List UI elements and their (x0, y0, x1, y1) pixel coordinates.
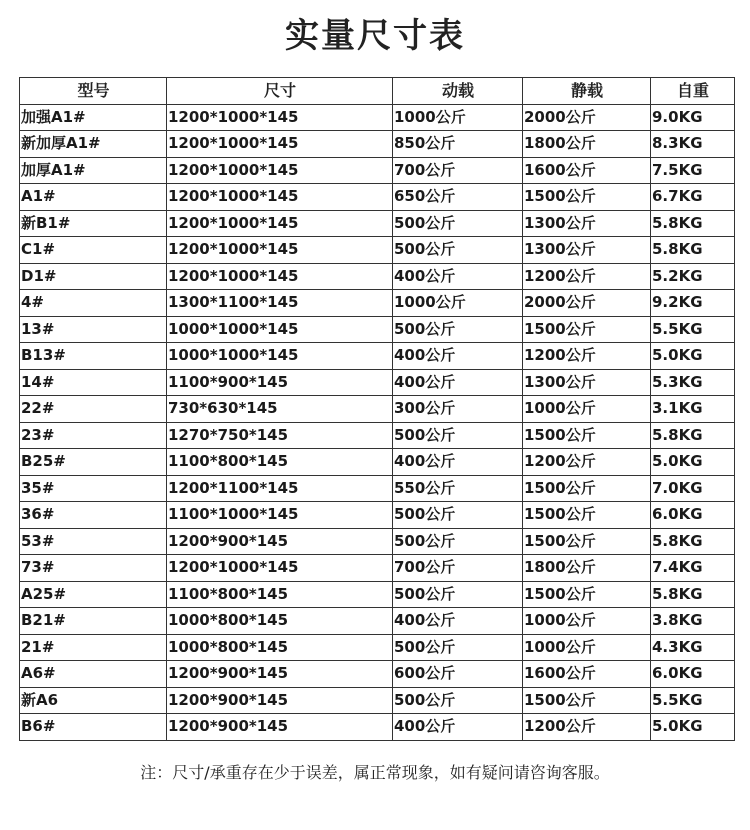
cell-size: 1200*900*145 (167, 714, 393, 741)
cell-model: 4# (20, 290, 167, 317)
footnote: 注：尺寸/承重存在少于误差，属正常现象，如有疑问请咨询客服。 (140, 763, 610, 782)
cell-static-load: 1200公斤 (523, 343, 651, 370)
cell-dynamic-load: 500公斤 (393, 687, 523, 714)
table-row (20, 422, 735, 449)
cell-model: B25# (20, 449, 167, 476)
table-row (20, 449, 735, 476)
table-row (20, 131, 735, 158)
cell-static-load: 1600公斤 (523, 661, 651, 688)
cell-dynamic-load: 500公斤 (393, 634, 523, 661)
cell-weight: 4.3KG (651, 634, 735, 661)
cell-model: A6# (20, 661, 167, 688)
cell-model: 73# (20, 555, 167, 582)
cell-size: 1200*1000*145 (167, 237, 393, 264)
cell-static-load: 1300公斤 (523, 369, 651, 396)
cell-weight: 7.5KG (651, 157, 735, 184)
table-header-row (20, 78, 735, 105)
cell-size: 1200*900*145 (167, 528, 393, 555)
cell-weight: 5.8KG (651, 210, 735, 237)
spec-table (19, 77, 735, 741)
cell-size: 1000*800*145 (167, 634, 393, 661)
table-row (20, 528, 735, 555)
cell-weight: 5.8KG (651, 528, 735, 555)
cell-size: 1200*1000*145 (167, 131, 393, 158)
cell-model: A25# (20, 581, 167, 608)
cell-static-load: 1500公斤 (523, 528, 651, 555)
cell-size: 1000*800*145 (167, 608, 393, 635)
cell-static-load: 1500公斤 (523, 316, 651, 343)
cell-weight: 5.3KG (651, 369, 735, 396)
cell-size: 1100*1000*145 (167, 502, 393, 529)
cell-dynamic-load: 400公斤 (393, 714, 523, 741)
cell-static-load: 1500公斤 (523, 422, 651, 449)
page-title: 实量尺寸表 (285, 16, 465, 56)
cell-size: 1200*1000*145 (167, 157, 393, 184)
table-row (20, 687, 735, 714)
cell-dynamic-load: 400公斤 (393, 343, 523, 370)
cell-weight: 5.8KG (651, 237, 735, 264)
table-row (20, 475, 735, 502)
cell-dynamic-load: 500公斤 (393, 237, 523, 264)
cell-static-load: 1000公斤 (523, 608, 651, 635)
cell-dynamic-load: 700公斤 (393, 555, 523, 582)
table-row (20, 210, 735, 237)
cell-size: 1100*800*145 (167, 581, 393, 608)
cell-static-load: 1500公斤 (523, 581, 651, 608)
cell-model: 新A6 (20, 687, 167, 714)
cell-model: 新B1# (20, 210, 167, 237)
cell-weight: 3.8KG (651, 608, 735, 635)
cell-model: D1# (20, 263, 167, 290)
cell-static-load: 1300公斤 (523, 210, 651, 237)
cell-dynamic-load: 400公斤 (393, 263, 523, 290)
cell-size: 730*630*145 (167, 396, 393, 423)
header-weight: 自重 (651, 78, 735, 105)
cell-size: 1270*750*145 (167, 422, 393, 449)
cell-static-load: 1500公斤 (523, 475, 651, 502)
cell-weight: 9.2KG (651, 290, 735, 317)
table-row (20, 263, 735, 290)
cell-dynamic-load: 600公斤 (393, 661, 523, 688)
table-row (20, 714, 735, 741)
table-row (20, 369, 735, 396)
cell-dynamic-load: 500公斤 (393, 316, 523, 343)
table-row (20, 634, 735, 661)
cell-dynamic-load: 500公斤 (393, 210, 523, 237)
cell-static-load: 1200公斤 (523, 263, 651, 290)
cell-dynamic-load: 400公斤 (393, 608, 523, 635)
cell-weight: 5.2KG (651, 263, 735, 290)
table-row (20, 290, 735, 317)
cell-dynamic-load: 550公斤 (393, 475, 523, 502)
cell-size: 1000*1000*145 (167, 316, 393, 343)
cell-dynamic-load: 650公斤 (393, 184, 523, 211)
cell-static-load: 1500公斤 (523, 502, 651, 529)
header-static-load: 静载 (523, 78, 651, 105)
cell-dynamic-load: 500公斤 (393, 581, 523, 608)
cell-static-load: 2000公斤 (523, 104, 651, 131)
cell-weight: 6.0KG (651, 661, 735, 688)
cell-model: 23# (20, 422, 167, 449)
table-row (20, 502, 735, 529)
cell-size: 1200*1000*145 (167, 555, 393, 582)
cell-dynamic-load: 850公斤 (393, 131, 523, 158)
cell-static-load: 1500公斤 (523, 687, 651, 714)
header-model: 型号 (20, 78, 167, 105)
cell-dynamic-load: 500公斤 (393, 422, 523, 449)
cell-static-load: 1000公斤 (523, 634, 651, 661)
cell-size: 1200*900*145 (167, 687, 393, 714)
cell-static-load: 1200公斤 (523, 714, 651, 741)
cell-weight: 5.8KG (651, 422, 735, 449)
cell-weight: 8.3KG (651, 131, 735, 158)
cell-static-load: 1800公斤 (523, 131, 651, 158)
cell-model: 加厚A1# (20, 157, 167, 184)
cell-dynamic-load: 1000公斤 (393, 104, 523, 131)
cell-size: 1200*900*145 (167, 661, 393, 688)
cell-size: 1000*1000*145 (167, 343, 393, 370)
table-row (20, 555, 735, 582)
cell-size: 1200*1000*145 (167, 210, 393, 237)
cell-dynamic-load: 400公斤 (393, 369, 523, 396)
cell-static-load: 1300公斤 (523, 237, 651, 264)
table-row (20, 343, 735, 370)
cell-static-load: 1600公斤 (523, 157, 651, 184)
table-row (20, 608, 735, 635)
cell-dynamic-load: 500公斤 (393, 528, 523, 555)
cell-model: 35# (20, 475, 167, 502)
table-row (20, 396, 735, 423)
cell-model: A1# (20, 184, 167, 211)
cell-dynamic-load: 400公斤 (393, 449, 523, 476)
cell-model: 13# (20, 316, 167, 343)
cell-size: 1200*1100*145 (167, 475, 393, 502)
cell-weight: 5.8KG (651, 581, 735, 608)
cell-static-load: 2000公斤 (523, 290, 651, 317)
cell-static-load: 1500公斤 (523, 184, 651, 211)
cell-model: B13# (20, 343, 167, 370)
table-body (20, 104, 735, 740)
cell-weight: 9.0KG (651, 104, 735, 131)
table-row (20, 661, 735, 688)
table-row (20, 581, 735, 608)
table-row (20, 157, 735, 184)
cell-weight: 7.0KG (651, 475, 735, 502)
cell-model: 14# (20, 369, 167, 396)
header-dynamic-load: 动载 (393, 78, 523, 105)
cell-weight: 5.5KG (651, 316, 735, 343)
cell-model: 21# (20, 634, 167, 661)
cell-model: 22# (20, 396, 167, 423)
cell-weight: 5.5KG (651, 687, 735, 714)
cell-model: 53# (20, 528, 167, 555)
cell-size: 1200*1000*145 (167, 104, 393, 131)
cell-static-load: 1000公斤 (523, 396, 651, 423)
cell-model: C1# (20, 237, 167, 264)
cell-static-load: 1800公斤 (523, 555, 651, 582)
table-row (20, 104, 735, 131)
cell-size: 1300*1100*145 (167, 290, 393, 317)
table-row (20, 237, 735, 264)
cell-model: 新加厚A1# (20, 131, 167, 158)
cell-static-load: 1200公斤 (523, 449, 651, 476)
cell-size: 1200*1000*145 (167, 184, 393, 211)
cell-model: 加强A1# (20, 104, 167, 131)
cell-dynamic-load: 700公斤 (393, 157, 523, 184)
table-row (20, 316, 735, 343)
cell-dynamic-load: 500公斤 (393, 502, 523, 529)
cell-model: B6# (20, 714, 167, 741)
cell-weight: 6.7KG (651, 184, 735, 211)
cell-weight: 3.1KG (651, 396, 735, 423)
cell-model: 36# (20, 502, 167, 529)
cell-size: 1100*800*145 (167, 449, 393, 476)
cell-weight: 5.0KG (651, 343, 735, 370)
cell-size: 1200*1000*145 (167, 263, 393, 290)
cell-weight: 5.0KG (651, 714, 735, 741)
header-size: 尺寸 (167, 78, 393, 105)
cell-weight: 5.0KG (651, 449, 735, 476)
table-row (20, 184, 735, 211)
cell-dynamic-load: 300公斤 (393, 396, 523, 423)
cell-model: B21# (20, 608, 167, 635)
cell-size: 1100*900*145 (167, 369, 393, 396)
cell-weight: 7.4KG (651, 555, 735, 582)
cell-dynamic-load: 1000公斤 (393, 290, 523, 317)
cell-weight: 6.0KG (651, 502, 735, 529)
